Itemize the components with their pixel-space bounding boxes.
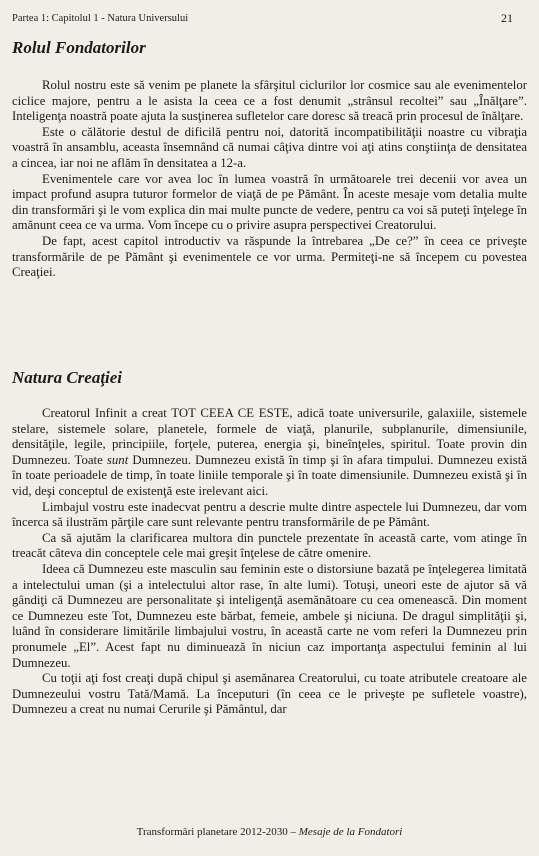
paragraph: Este o călătorie destul de dificilă pentru noi, datorită incompatibilităţii noastre cu vibraţia voastră în ansamblu, aceasta însemnând că numai câţiva dintre voi aţi atins conştiinţa de densitatea a cincea, iar noi ne aflăm în densitatea a 12-a. (12, 124, 527, 170)
running-head (12, 12, 527, 25)
page-number: 21 (501, 11, 513, 25)
section-natura-creatiei-body (12, 406, 527, 718)
emphasis-sunt: sunt (106, 452, 129, 467)
paragraph: Evenimentele care vor avea loc în lumea voastră în următoarele trei decenii vor avea un impact profund asupra tuturor formelor de viaţă de pe Pământ. În aceste mesaje vom detalia multe din transformări şi le vom explica din mai multe puncte de vedere, pentru ca voi să puteţi înţelege în amănunt ceea ce va urma. Vom începe cu o privire asupra perspectivei Creatorului. (12, 171, 527, 233)
book-footer (0, 826, 539, 838)
book-subtitle: Mesaje de la Fondatori (298, 826, 403, 838)
paragraph: Rolul nostru este să venim pe planete la sfârşitul ciclurilor lor cosmice sau ale evenimentelor ciclice majore, pentru a le asista la ceea ce a fost denumit „strânsul recoltei” sau „Înălţare”. Inteligenţa noastră poate ajuta la susţinerea sufletelor care doresc să treacă prin procesul de înălţare. (12, 78, 527, 124)
paragraph: Ca să ajutăm la clarificarea multora din punctele prezentate în această carte, vom atinge în treacăt câteva din conceptele cele mai greşit înţelese de către omenire. (12, 530, 527, 561)
paragraph: De fapt, acest capitol introductiv va răspunde la întrebarea „De ce?” în ceea ce priveşte transformările de pe Pământ şi evenimentele ce vor urma. Permiteţi-ne să începem cu povestea Creaţiei. (12, 233, 527, 280)
chapter-header: Partea 1: Capitolul 1 - Natura Universului (12, 13, 189, 24)
section-rolul-fondatorilor-body (12, 78, 527, 281)
paragraph: Cu toţii aţi fost creaţi după chipul şi asemănarea Creatorului, cu toate atributele creatoare ale Dumnezeului vostru Tată/Mamă. La începuturi (în ceea ce le priveşte pe sufletele voastre), Dumnezeu a creat nu numai Cerurile şi Pământul, dar (12, 671, 527, 717)
section-heading-rolul-fondatorilor: Rolul Fondatorilor (12, 38, 146, 57)
section-heading-natura-creatiei: Natura Creaţiei (12, 368, 123, 387)
book-title: Transformări planetare 2012-2030 – (136, 826, 299, 838)
paragraph: Limbajul vostru este inadecvat pentru a descrie multe dintre aspectele lui Dumnezeu, dar vom încerca să ilustrăm părţile care sunt relevante pentru transformările de pe Pământ. (12, 499, 527, 530)
paragraph: Ideea că Dumnezeu este masculin sau feminin este o distorsiune bazată pe înţelegerea limitată a intelectului uman (şi a intelectului altor rase, în alte lumi). Totuşi, uneori este de ajutor să vă gândiţi că Dumnezeu are personalitate şi inteligenţă asemănătoare cu cea omenească. Din moment ce Dumnezeu este Tot, Dumnezeu este bărbat, femeie, ambele şi niciuna. De dragul simplităţii şi, luând în considerare limitările limbajului vostru, în această carte ne vom referi la Dumnezeu prin pronumele „El”. Acest fapt nu diminuează în niciun caz importanţa aspectului feminin al lui Dumnezeu. (12, 561, 527, 670)
paragraph: Creatorul Infinit a creat TOT CEEA CE ESTE, adică toate universurile, galaxiile, sistemele stelare, sistemele solare, planetele, formele de viaţă, planurile, subplanurile, dimensiunile, densităţile, legile, principiile, forţele, puterea, energia şi, bineînţeles, spiritul. Toate provin din Dumnezeu. Toate sunt Dumnezeu. Dumnezeu există în timp şi în afara timpului. Dumnezeu există în toate perioadele de timp, în toate liniile temporale şi în toate dimensiunile. Dumnezeu există şi în vid, deşi conceptul de existenţă este irelevant aici. (12, 406, 527, 498)
